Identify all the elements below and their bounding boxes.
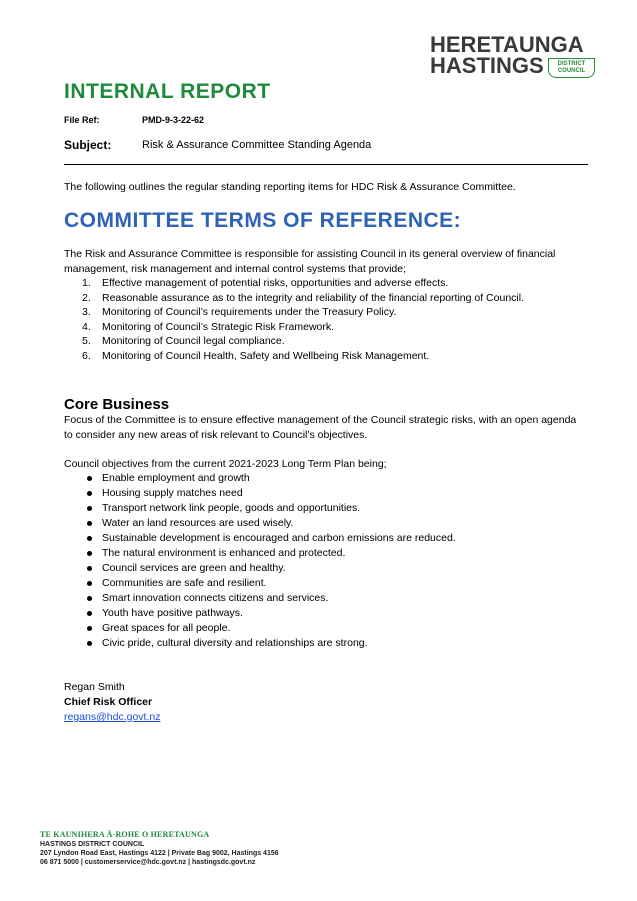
terms-list [82, 276, 524, 363]
list-text: Great spaces for all people. [102, 622, 231, 634]
list-text: Civic pride, cultural diversity and relationships are strong. [102, 637, 368, 649]
list-text: Youth have positive pathways. [102, 607, 243, 619]
core-business-heading: Core Business [64, 396, 170, 413]
footer-council-name: HASTINGS DISTRICT COUNCIL [40, 841, 145, 848]
logo-badge [548, 58, 595, 78]
list-item [82, 501, 456, 516]
list-text: Transport network link people, goods and opportunities. [102, 502, 361, 514]
list-item [82, 276, 524, 291]
bullet-icon [87, 521, 92, 526]
signatory-email-link[interactable]: regans@hdc.govt.nz [64, 711, 161, 723]
bullet-icon [87, 641, 92, 646]
list-item [82, 471, 456, 486]
list-text: Sustainable development is encouraged and carbon emissions are reduced. [102, 532, 456, 544]
list-text: Monitoring of Council legal compliance. [102, 335, 285, 347]
list-text: Housing supply matches need [102, 487, 243, 499]
logo-hastings: HASTINGS [430, 53, 544, 78]
bullet-icon [87, 506, 92, 511]
list-text: Monitoring of Council’s Strategic Risk Framework. [102, 320, 335, 333]
list-item [82, 291, 524, 306]
bullet-icon [87, 566, 92, 571]
subject-value: Risk & Assurance Committee Standing Agenda [142, 139, 372, 151]
list-item [82, 349, 524, 364]
list-text: Council services are green and healthy. [102, 562, 286, 574]
list-item [82, 334, 524, 349]
list-number: 1. [82, 277, 91, 289]
list-text: Effective management of potential risks, opportunities and adverse effects. [102, 277, 449, 289]
file-ref-value: PMD-9-3-22-62 [142, 115, 205, 125]
bullet-icon [87, 596, 92, 601]
file-ref-label: File Ref: [64, 115, 100, 125]
bullet-icon [87, 476, 92, 481]
logo-badge-district: DISTRICT [557, 61, 586, 67]
core-business-paragraph: Focus of the Committee is to ensure effective management of the Council strategic risks, with an open agenda to consider any new areas of risk relevant to Council’s objectives. [64, 414, 577, 441]
list-item [82, 591, 456, 606]
list-item [82, 576, 456, 591]
footer-contact: 06 871 5000 | customerservice@hdc.govt.nz | hastingsdc.govt.nz [40, 859, 256, 866]
intro-paragraph: The following outlines the regular standing reporting items for HDC Risk & Assurance Committee. [64, 181, 516, 193]
list-number: 5. [82, 335, 91, 347]
list-number: 6. [82, 349, 91, 362]
list-item [82, 305, 524, 320]
list-item [82, 486, 456, 501]
list-text: Enable employment and growth [102, 472, 250, 484]
bullet-icon [87, 491, 92, 496]
list-text: Reasonable assurance as to the integrity and reliability of the financial reporting of Council. [102, 291, 524, 304]
list-text: Water an land resources are used wisely. [102, 517, 294, 529]
list-text: Monitoring of Council’s requirements under the Treasury Policy. [102, 306, 397, 318]
objectives-intro: Council objectives from the current 2021-2023 Long Term Plan being; [64, 458, 387, 470]
header-divider [64, 164, 588, 165]
bullet-icon [87, 536, 92, 541]
list-text: The natural environment is enhanced and protected. [102, 547, 346, 559]
terms-heading: COMMITTEE TERMS OF REFERENCE: [64, 209, 462, 232]
objectives-list [82, 471, 456, 651]
list-number: 4. [82, 320, 91, 333]
report-title: INTERNAL REPORT [64, 80, 271, 103]
list-text: Monitoring of Council Health, Safety and Wellbeing Risk Management. [102, 349, 430, 362]
list-item [82, 531, 456, 546]
list-item [82, 546, 456, 561]
list-text: Communities are safe and resilient. [102, 577, 267, 589]
bullet-icon [87, 551, 92, 556]
list-item [82, 636, 456, 651]
bullet-icon [87, 611, 92, 616]
list-item [82, 561, 456, 576]
list-item [82, 516, 456, 531]
list-item [82, 606, 456, 621]
list-item [82, 621, 456, 636]
signatory-role: Chief Risk Officer [64, 696, 153, 708]
logo-badge-council: COUNCIL [557, 68, 586, 74]
list-text: Smart innovation connects citizens and services. [102, 592, 329, 604]
footer-address: 207 Lyndon Road East, Hastings 4122 | Private Bag 9002, Hastings 4156 [40, 850, 279, 857]
logo-heretaunga: HERETAUNGA [430, 32, 584, 57]
list-number: 2. [82, 291, 91, 304]
subject-label: Subject: [64, 138, 112, 152]
bullet-icon [87, 581, 92, 586]
terms-paragraph: The Risk and Assurance Committee is responsible for assisting Council in its general overview of financial management, risk management and internal control systems that provide; [64, 248, 556, 275]
bullet-icon [87, 626, 92, 631]
list-number: 3. [82, 306, 91, 318]
footer-maori-name: TE KAUNIHERA Ā-ROHE O HERETAUNGA [40, 830, 210, 839]
list-item [82, 320, 524, 335]
signatory-name: Regan Smith [64, 681, 125, 693]
